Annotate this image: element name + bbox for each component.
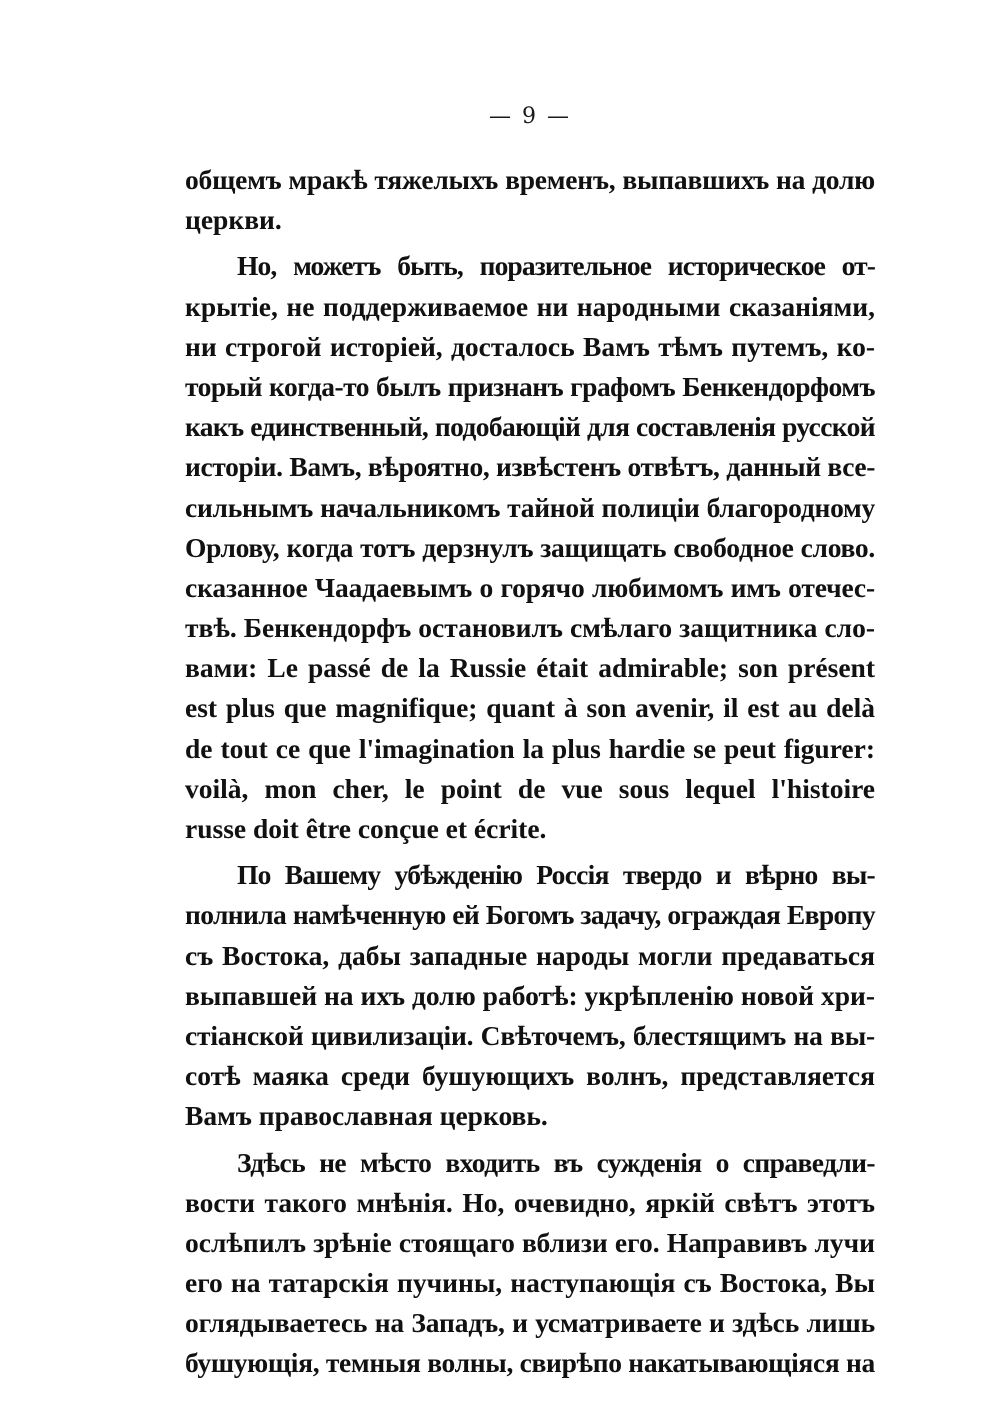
text-line: бушующія, темныя волны, свирѣпо накатывающіяся на [185,1347,875,1379]
text-line: Орлову, когда тотъ дерзнулъ защищать свободное слово. [185,531,875,563]
text-line: твѣ. Бенкендорфъ остановилъ смѣлаго защитника сло- [185,612,875,644]
text-line: russe doit être conçue et écrite. [185,813,547,844]
text-line: сказанное Чаадаевымъ о горячо любимомъ имъ отечес- [185,571,875,603]
text-line: вости такого мнѣнія. Но, очевидно, яркій свѣтъ этотъ [185,1186,875,1218]
text-line: Вамъ православная церковь. [185,1100,548,1132]
text-line: оглядываетесь на Западъ, и усматриваете и здѣсь лишь [185,1307,875,1339]
text-line: Но, можетъ быть, поразительное историческое от- [237,250,875,282]
text-line: est plus que magnifique; quant à son avenir, il est au delà [185,692,875,724]
text-line: церкви. [185,204,282,236]
text-line: voilà, mon cher, le point de vue sous lequel l'histoire [185,772,875,804]
text-line: Здѣсь не мѣсто входить въ сужденія о справедли- [237,1146,875,1178]
text-line: выпавшей на ихъ долю работѣ: укрѣпленію новой хри- [185,979,875,1011]
text-line: вами: Le passé de la Russie était admirable; son présent [185,652,875,684]
text-line: de tout ce que l'imagination la plus hardie se peut figurer: [185,732,875,764]
text-line: исторіи. Вамъ, вѣроятно, извѣстенъ отвѣтъ, данный все- [185,451,875,483]
page-number: — 9 — [489,104,571,129]
text-line: какъ единственный, подобающій для составленія русской [185,411,875,443]
text-line: ни строгой исторіей, досталось Вамъ тѣмъ путемъ, ко- [185,330,875,362]
text-line: ослѣпилъ зрѣніе стоящаго вблизи его. Направивъ лучи [185,1226,875,1258]
text-line: По Вашему убѣжденію Россія твердо и вѣрно вы- [237,859,875,891]
text-line: торый когда-то былъ признанъ графомъ Бенкендорфомъ [185,370,875,402]
text-line: его на татарскія пучины, наступающія съ Востока, Вы [185,1267,875,1299]
text-line: сотѣ маяка среди бушующихъ волнъ, представляется [185,1060,875,1092]
text-line: крытіе, не поддерживаемое ни народными сказаніями, [185,290,875,322]
body-text [185,160,875,1384]
text-line: съ Востока, дабы западные народы могли предаваться [185,939,875,971]
text-line: общемъ мракѣ тяжелыхъ временъ, выпавшихъ на долю [185,164,875,195]
text-line: полнила намѣченную ей Богомъ задачу, ограждая Европу [185,899,875,931]
text-line: сильнымъ начальникомъ тайной полиціи благородному [185,491,875,523]
text-line: стіанской цивилизаціи. Свѣточемъ, блестящимъ на вы- [185,1019,875,1051]
